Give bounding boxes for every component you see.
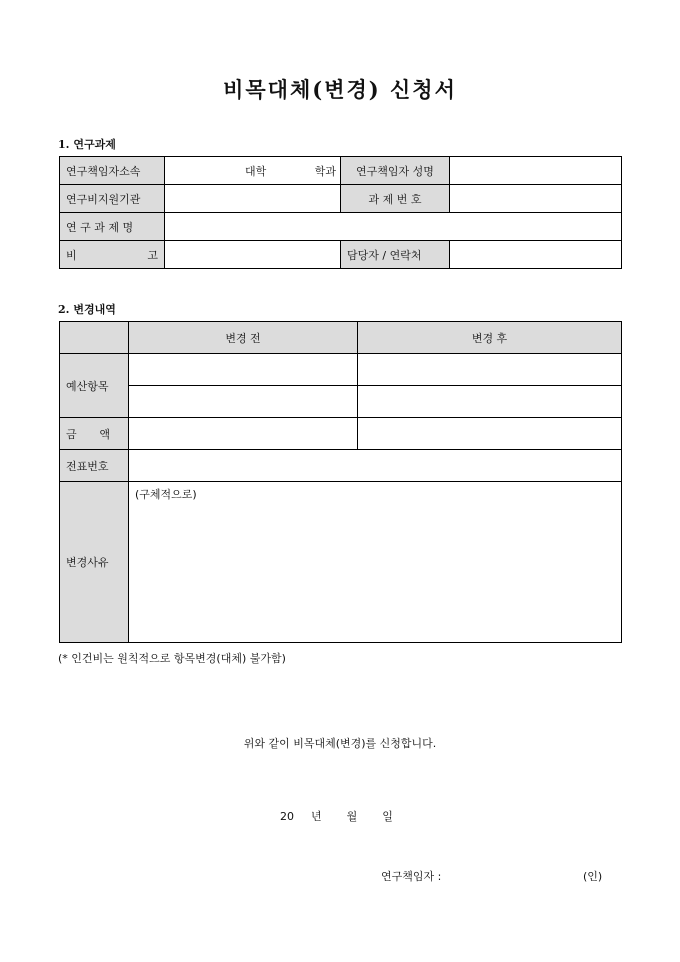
amount-label-first: 금 — [66, 427, 77, 441]
personnel-cost-note: (* 인건비는 원칙적으로 항목변경(대체) 불가함) — [58, 652, 286, 665]
project-number-field[interactable] — [450, 185, 622, 213]
project-number-label: 과 제 번 호 — [341, 185, 450, 213]
remarks-label-first: 비 — [66, 248, 77, 262]
remarks-field[interactable] — [165, 241, 341, 269]
project-title-label: 연 구 과 제 명 — [60, 213, 165, 241]
date-day-label: 일 — [382, 810, 393, 823]
section1-heading: 1. 연구과제 — [58, 138, 116, 151]
date-year-prefix: 20 — [280, 810, 294, 823]
budget-item-label: 예산항목 — [60, 354, 129, 418]
before-header: 변경 전 — [129, 322, 358, 354]
seal-mark: (인) — [583, 870, 603, 883]
after-header: 변경 후 — [358, 322, 622, 354]
reason-label: 변경사유 — [60, 482, 129, 643]
budget-item-before-1[interactable] — [129, 354, 358, 386]
funding-agency-label: 연구비지원기관 — [60, 185, 165, 213]
amount-label-last: 액 — [99, 427, 110, 441]
date-line — [280, 808, 393, 824]
change-details-table — [59, 321, 622, 643]
reason-field[interactable] — [129, 482, 622, 643]
affiliation-field[interactable] — [165, 157, 341, 185]
funding-agency-field[interactable] — [165, 185, 341, 213]
pi-name-field[interactable] — [450, 157, 622, 185]
amount-after-field[interactable] — [358, 418, 622, 450]
project-info-table — [59, 156, 622, 269]
reason-placeholder: (구체적으로) — [135, 488, 197, 501]
voucher-field[interactable] — [129, 450, 622, 482]
remarks-label-cell — [60, 241, 165, 269]
project-title-field[interactable] — [165, 213, 622, 241]
voucher-label: 전표번호 — [60, 450, 129, 482]
budget-item-after-1[interactable] — [358, 354, 622, 386]
corner-cell — [60, 322, 129, 354]
department-suffix: 학과 — [314, 164, 336, 178]
amount-before-field[interactable] — [129, 418, 358, 450]
affiliation-label: 연구책임자소속 — [60, 157, 165, 185]
document-title: 비목대체(변경) 신청서 — [223, 77, 457, 102]
pi-name-label: 연구책임자 성명 — [341, 157, 450, 185]
remarks-label-last: 고 — [147, 248, 158, 262]
date-month-label: 월 — [346, 810, 358, 823]
contact-field[interactable] — [450, 241, 622, 269]
application-statement: 위와 같이 비목대체(변경)를 신청합니다. — [243, 737, 437, 750]
date-year-label: 년 — [311, 810, 322, 823]
signature-label: 연구책임자 : — [381, 870, 442, 883]
contact-label: 담당자 / 연락처 — [341, 241, 450, 269]
signature-line — [381, 868, 611, 884]
university-suffix: 대학 — [245, 164, 267, 178]
amount-label-cell — [60, 418, 129, 450]
budget-item-before-2[interactable] — [129, 386, 358, 418]
budget-item-after-2[interactable] — [358, 386, 622, 418]
section2-heading: 2. 변경내역 — [58, 303, 116, 316]
